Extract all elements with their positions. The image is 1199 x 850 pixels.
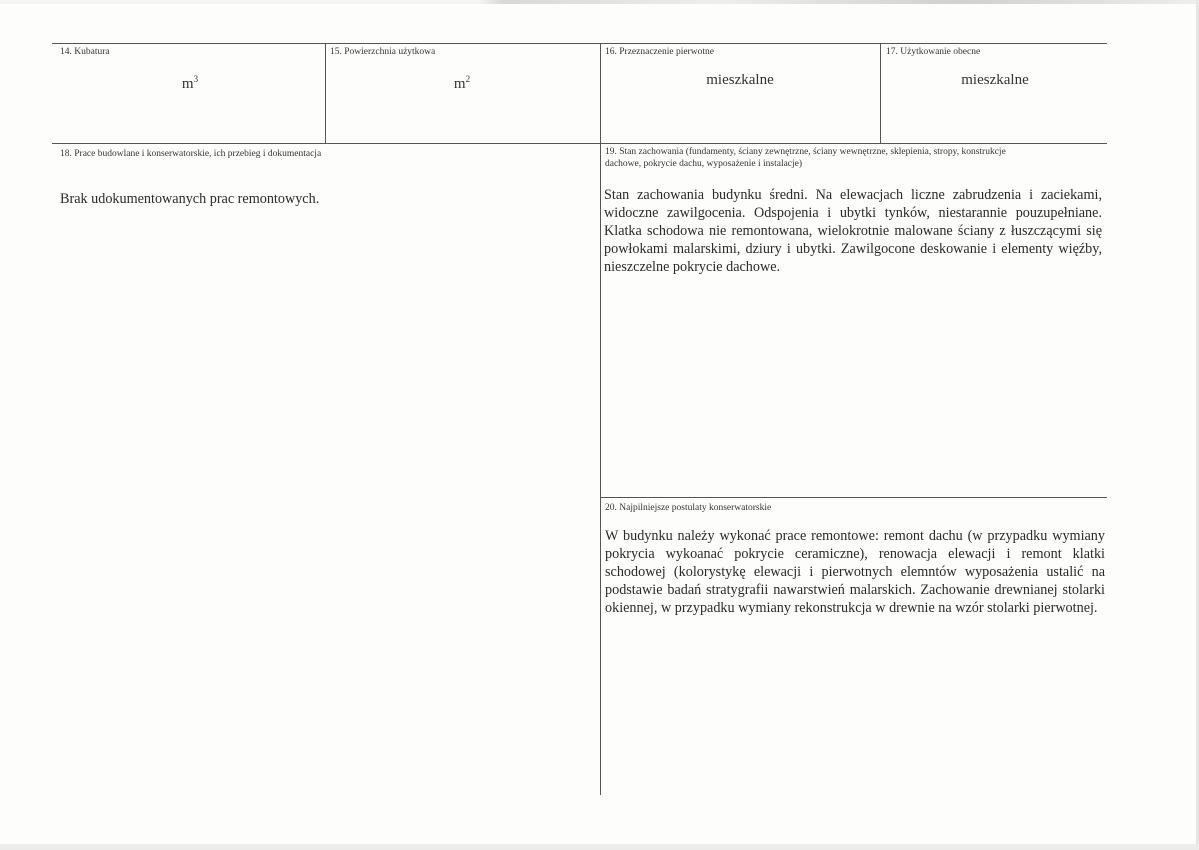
row2-top-rule <box>52 143 1107 144</box>
field-20-text: W budynku należy wykonać prace remontowe: remont dachu (w przypadku wymiany pokrycia wykoanać pokrycie ceramiczne), renowacja elewacji i remont klatki schodowej (kolorystykę elewacji i pierwotnych elemntów wyposażenia ustalić na podstawie badań stratygrafii nawarstwień malarskich. Zachowanie drewnianej stolarki okiennej, w przypadku wymiany rekonstrukcja w drewnie na wzór stolarki pierwotnej. <box>605 528 1105 616</box>
field-20-label: 20. Najpilniejsze postulaty konserwatorskie <box>605 503 772 513</box>
field-19-label-line2: dachowe, pokrycie dachu, wyposażenie i instalacje) <box>605 159 803 169</box>
row1-top-rule <box>52 43 1107 44</box>
field-19-label-line1: 19. Stan zachowania (fundamenty, ściany zewnętrzne, ściany wewnętrzne, sklepienia, stropy, konstrukcje <box>605 147 1006 157</box>
field-16-value: mieszkalne <box>706 72 774 88</box>
field-19-text: Stan zachowania budynku średni. Na elewacjach liczne zabrudzenia i zaciekami, widoczne zawilgocenia. Odspojenia i ubytki tynków, niestarannie pouzupełniane. Klatka schodowa nie remontowana, wielokrotnie malowane ściany z łuszczącymi się powłokami malarskimi, dziury i ubytki. Zawilgocone deskowanie i elementy więźby, nieszczelne pokrycie dachowe. <box>604 187 1102 275</box>
field-15-label: 15. Powierzchnia użytkowa <box>330 47 436 57</box>
field-17-value: mieszkalne <box>961 72 1029 88</box>
divider-main <box>600 43 601 795</box>
field-16-label: 16. Przeznaczenie pierwotne <box>605 47 714 57</box>
field-15-unit: $m^2$ <box>453 74 471 92</box>
field-18-label: 18. Prace budowlane i konserwatorskie, ich przebieg i dokumentacja <box>60 149 322 159</box>
divider-16-17 <box>880 43 881 143</box>
field-14-unit: $m^3$ <box>181 74 199 92</box>
field20-top-rule <box>600 497 1107 498</box>
field-17-label: 17. Użytkowanie obecne <box>886 47 981 57</box>
divider-14-15 <box>325 43 326 143</box>
field-18-text: Brak udokumentowanych prac remontowych. <box>60 191 320 207</box>
scan-edge-top <box>0 0 1199 4</box>
field-14-label: 14. Kubatura <box>60 47 110 57</box>
scan-edge-bottom <box>0 844 1199 850</box>
